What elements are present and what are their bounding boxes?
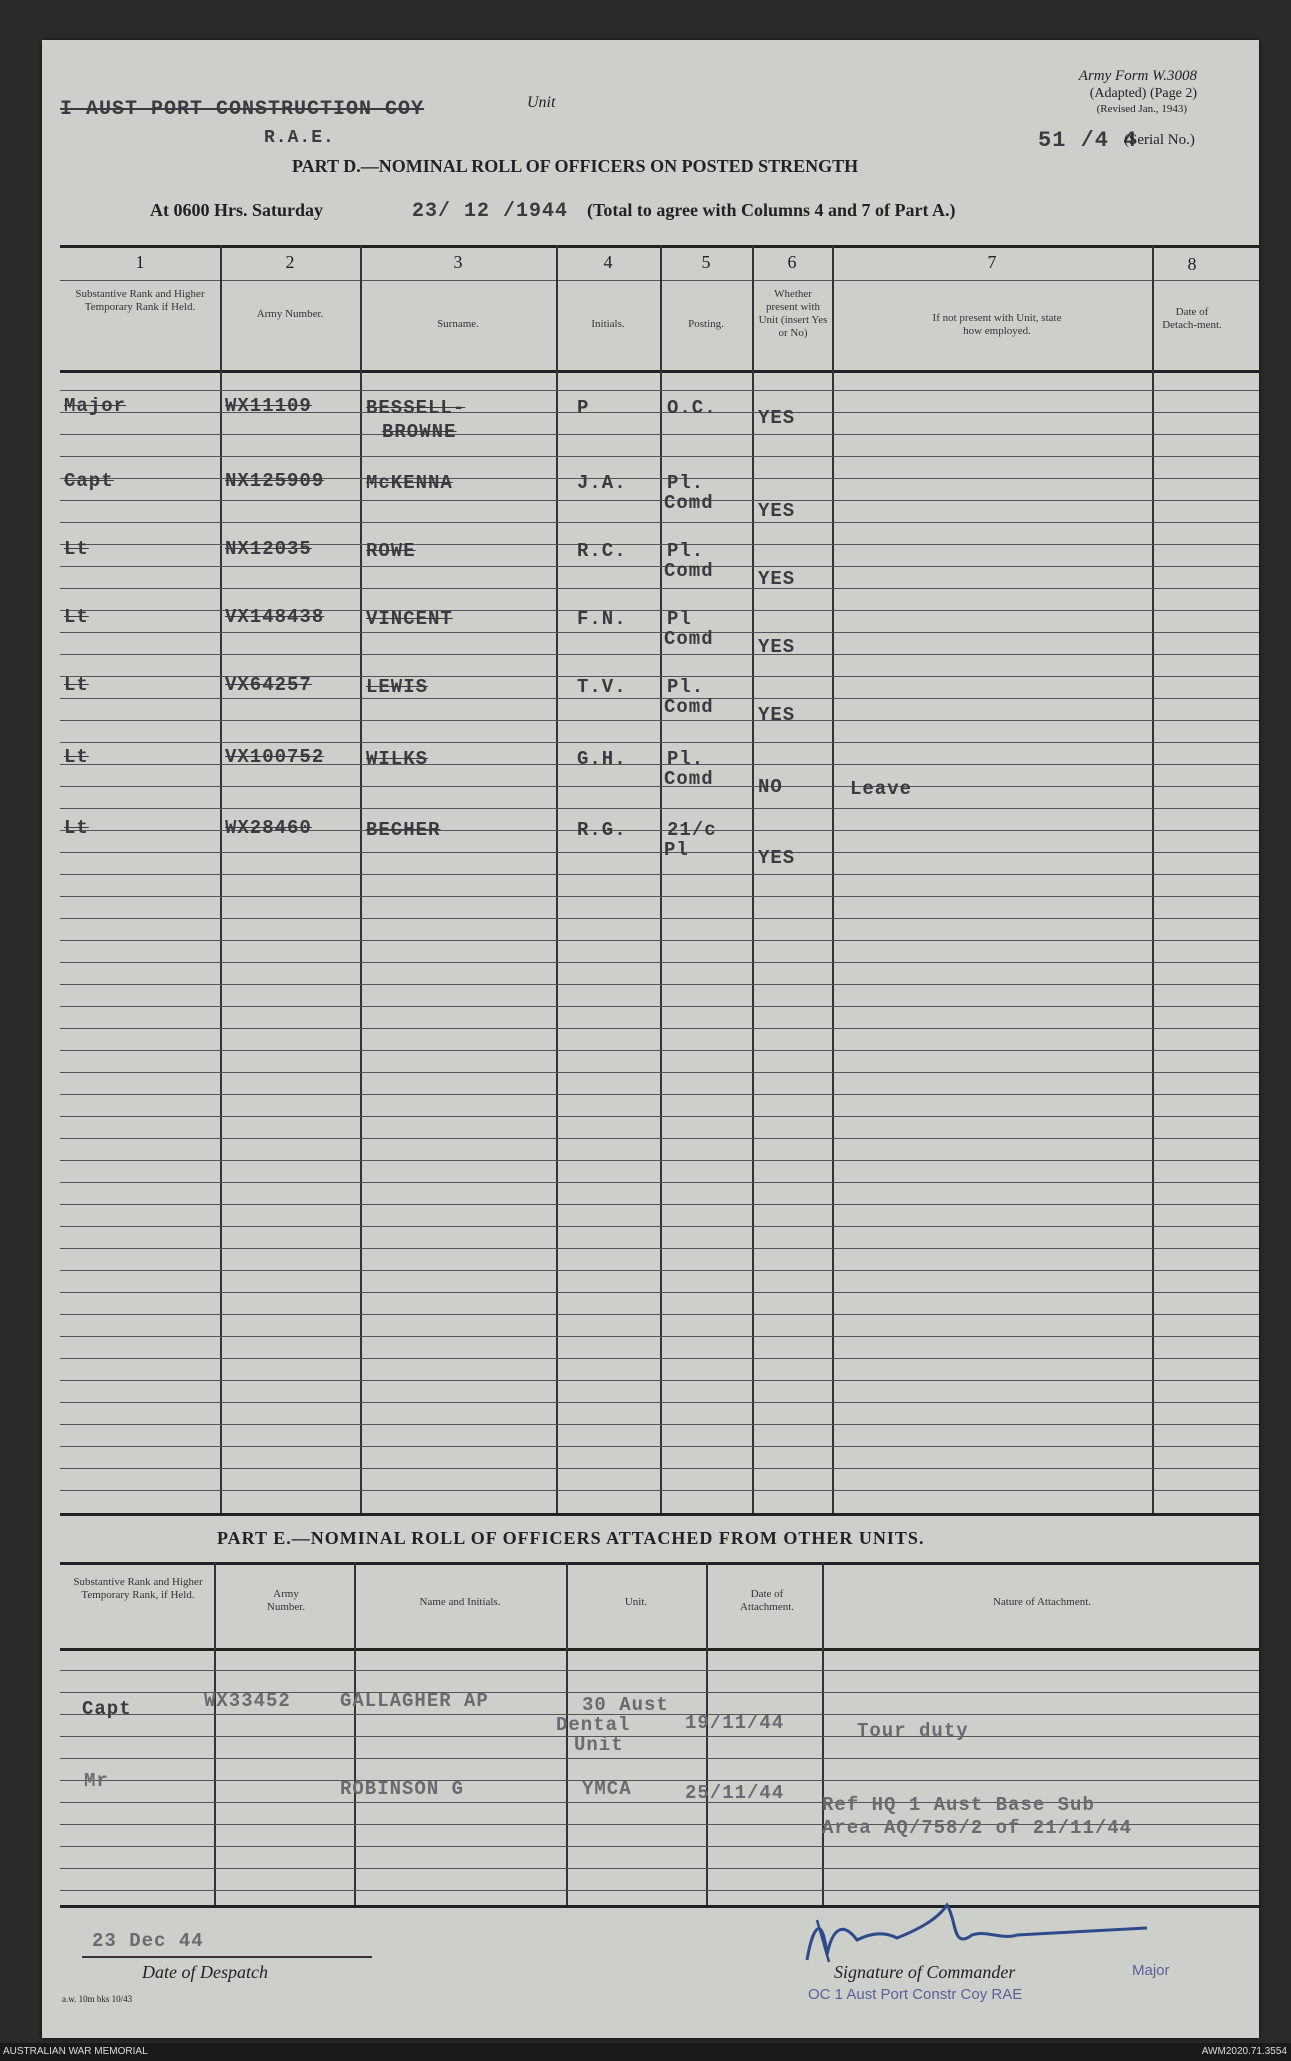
row-initials: R.C. bbox=[577, 540, 627, 562]
ruled-line bbox=[60, 1226, 1259, 1227]
row-posting-2: Comd bbox=[664, 768, 714, 790]
e-header-nature: Nature of Attachment. bbox=[992, 1596, 1092, 1608]
ruled-line bbox=[60, 1446, 1259, 1447]
row-present: YES bbox=[758, 568, 796, 590]
despatch-date: 23 Dec 44 bbox=[92, 1930, 204, 1952]
row-surname: BESSELL- bbox=[366, 397, 466, 419]
ruled-line bbox=[60, 808, 1259, 809]
divider bbox=[214, 1562, 216, 1907]
part-e-top-rule bbox=[60, 1562, 1259, 1565]
stamp-rank: Major bbox=[1132, 1962, 1170, 1979]
row-posting-2: Pl bbox=[664, 839, 689, 861]
e-row-1-unit-2: Dental bbox=[556, 1714, 631, 1736]
row-present: NO bbox=[758, 776, 783, 798]
e-row-1-unit-1: 30 Aust bbox=[582, 1694, 669, 1716]
e-row-1-number: WX33452 bbox=[204, 1690, 291, 1712]
ruled-line bbox=[60, 720, 1259, 721]
divider bbox=[1152, 245, 1154, 1515]
ruled-line bbox=[60, 500, 1259, 501]
col-number-7: 7 bbox=[987, 252, 997, 272]
ruled-line bbox=[60, 434, 1259, 435]
ruled-line bbox=[60, 522, 1259, 523]
archive-right: AWM2020.71.3554 bbox=[1201, 2046, 1287, 2057]
commander-signature bbox=[787, 1890, 1167, 1970]
ruled-line bbox=[60, 1358, 1259, 1359]
row-army-number: WX11109 bbox=[225, 395, 312, 417]
row-rank: Major bbox=[64, 395, 127, 417]
row-army-number: VX100752 bbox=[225, 746, 325, 768]
ruled-line bbox=[60, 390, 1259, 391]
row-posting: Pl. bbox=[667, 472, 705, 494]
row-rank: Capt bbox=[64, 470, 114, 492]
e-row-1-rank: Capt bbox=[82, 1698, 132, 1720]
row-posting: O.C. bbox=[667, 397, 717, 419]
row-army-number: WX28460 bbox=[225, 817, 312, 839]
row-rank: Lt bbox=[64, 746, 89, 768]
ruled-line bbox=[60, 984, 1259, 985]
total-text: (Total to agree with Columns 4 and 7 of Part A.) bbox=[587, 200, 956, 220]
col-header-present: Whether present with Unit (insert Yes or No) bbox=[758, 288, 828, 339]
e-row-1-name: GALLAGHER AP bbox=[340, 1690, 489, 1712]
ruled-line bbox=[60, 1204, 1259, 1205]
row-posting: Pl. bbox=[667, 748, 705, 770]
row-rank: Lt bbox=[64, 674, 89, 696]
ruled-line bbox=[60, 896, 1259, 897]
col-number-5: 5 bbox=[701, 252, 711, 272]
col-number-8: 8 bbox=[1187, 254, 1197, 274]
divider bbox=[220, 245, 222, 1515]
row-posting-2: Comd bbox=[664, 696, 714, 718]
ruled-line bbox=[60, 588, 1259, 589]
divider bbox=[832, 245, 834, 1515]
row-initials: T.V. bbox=[577, 676, 627, 698]
col-number-2: 2 bbox=[285, 252, 295, 272]
part-d-bottom-rule bbox=[60, 1513, 1259, 1516]
serial-label: (Serial No.) bbox=[1124, 132, 1195, 148]
e-row-2-rank: Mr bbox=[84, 1770, 109, 1792]
col-header-posting: Posting. bbox=[688, 318, 724, 330]
ruled-line bbox=[60, 1006, 1259, 1007]
ruled-line bbox=[60, 1780, 1259, 1781]
ruled-line bbox=[60, 918, 1259, 919]
ruled-line bbox=[60, 1424, 1259, 1425]
ruled-line bbox=[60, 1670, 1259, 1671]
divider bbox=[556, 245, 558, 1515]
row-rank: Lt bbox=[64, 606, 89, 628]
row-army-number: VX148438 bbox=[225, 606, 325, 628]
ruled-line bbox=[60, 632, 1259, 633]
unit-label: Unit bbox=[527, 94, 556, 111]
date-typed: 23/ 12 /1944 bbox=[412, 200, 569, 223]
divider bbox=[360, 245, 362, 1515]
row-army-number: NX125909 bbox=[225, 470, 325, 492]
despatch-label: Date of Despatch bbox=[142, 1962, 268, 1982]
col-header-employed: If not present with Unit, state how employed. bbox=[932, 312, 1062, 337]
row-surname: BECHER bbox=[366, 819, 441, 841]
row-present: YES bbox=[758, 704, 796, 726]
ruled-line bbox=[60, 1758, 1259, 1759]
divider bbox=[354, 1562, 356, 1907]
ruled-line bbox=[60, 1402, 1259, 1403]
row-posting: Pl bbox=[667, 608, 692, 630]
form-number: Army Form W.3008 bbox=[1078, 68, 1197, 84]
archive-left: AUSTRALIAN WAR MEMORIAL bbox=[3, 2046, 148, 2057]
ruled-line bbox=[60, 1270, 1259, 1271]
ruled-line bbox=[60, 874, 1259, 875]
e-row-2-nature-1: Ref HQ 1 Aust Base Sub bbox=[822, 1794, 1095, 1816]
ruled-line bbox=[60, 1160, 1259, 1161]
unit-sub: R.A.E. bbox=[264, 128, 335, 148]
row-rank: Lt bbox=[64, 538, 89, 560]
e-row-2-date: 25/11/44 bbox=[685, 1782, 785, 1804]
row-posting: Pl. bbox=[667, 540, 705, 562]
divider bbox=[752, 245, 754, 1515]
row-present: YES bbox=[758, 407, 796, 429]
ruled-line bbox=[60, 1050, 1259, 1051]
row-rank: Lt bbox=[64, 817, 89, 839]
e-row-1-nature: Tour duty bbox=[857, 1720, 969, 1742]
ruled-line bbox=[60, 1072, 1259, 1073]
row-initials: J.A. bbox=[577, 472, 627, 494]
ruled-line bbox=[60, 1380, 1259, 1381]
col-number-3: 3 bbox=[453, 252, 463, 272]
stamp-unit: OC 1 Aust Port Constr Coy RAE bbox=[808, 1986, 1023, 2003]
ruled-line bbox=[60, 566, 1259, 567]
col-header-army-number: Army Number. bbox=[256, 308, 324, 320]
ruled-line bbox=[60, 698, 1259, 699]
signature-label: Signature of Commander bbox=[834, 1962, 1016, 1982]
ruled-line bbox=[60, 852, 1259, 853]
row-surname: McKENNA bbox=[366, 472, 453, 494]
ruled-line bbox=[60, 1094, 1259, 1095]
col-header-surname: Surname. bbox=[437, 318, 479, 330]
ruled-line bbox=[60, 1490, 1259, 1491]
ruled-line bbox=[60, 1868, 1259, 1869]
ruled-line bbox=[60, 962, 1259, 963]
ruled-line bbox=[60, 1292, 1259, 1293]
e-row-1-date: 19/11/44 bbox=[685, 1712, 785, 1734]
row-posting-2: Comd bbox=[664, 560, 714, 582]
divider bbox=[706, 1562, 708, 1907]
part-e-title: PART E.—NOMINAL ROLL OF OFFICERS ATTACHED FROM OTHER UNITS. bbox=[217, 1528, 925, 1548]
col-number-1: 1 bbox=[135, 252, 145, 272]
e-header-rank: Substantive Rank and Higher Temporary Rank, if Held. bbox=[73, 1576, 203, 1601]
col-header-rank: Substantive Rank and Higher Temporary Rank if Held. bbox=[75, 288, 205, 313]
ruled-line bbox=[60, 940, 1259, 941]
row-surname: ROWE bbox=[366, 540, 416, 562]
row-present: YES bbox=[758, 500, 796, 522]
part-e-header-rule bbox=[60, 1648, 1259, 1651]
unit-typed: I AUST PORT CONSTRUCTION COY bbox=[60, 98, 425, 121]
e-row-2-name: ROBINSON G bbox=[340, 1778, 465, 1800]
col-header-detachment: Date of Detach-ment. bbox=[1162, 306, 1222, 331]
form-revised: (Revised Jan., 1943) bbox=[1096, 103, 1187, 115]
e-header-name: Name and Initials. bbox=[419, 1596, 501, 1608]
ruled-line bbox=[60, 654, 1259, 655]
ruled-line bbox=[60, 1248, 1259, 1249]
divider bbox=[660, 245, 662, 1515]
row-surname-2: BROWNE bbox=[382, 421, 457, 443]
ruled-line bbox=[60, 1468, 1259, 1469]
row-army-number: VX64257 bbox=[225, 674, 312, 696]
row-initials: R.G. bbox=[577, 819, 627, 841]
form-adapted: (Adapted) (Page 2) bbox=[1089, 86, 1197, 101]
row-posting-2: Comd bbox=[664, 628, 714, 650]
row-posting: 21/c bbox=[667, 819, 717, 841]
row-posting-2: Comd bbox=[664, 492, 714, 514]
col-number-4: 4 bbox=[603, 252, 613, 272]
ruled-line bbox=[60, 1314, 1259, 1315]
ruled-line bbox=[60, 786, 1259, 787]
row-surname: LEWIS bbox=[366, 676, 429, 698]
row-surname: VINCENT bbox=[366, 608, 453, 630]
at-text: At 0600 Hrs. Saturday bbox=[150, 200, 324, 220]
e-header-army-number: Army Number. bbox=[266, 1588, 306, 1613]
serial-number: 51 /4 4 bbox=[1038, 128, 1138, 153]
form-sheet bbox=[42, 40, 1259, 2038]
archive-footer bbox=[0, 2043, 1291, 2061]
row-surname: WILKS bbox=[366, 748, 429, 770]
despatch-line bbox=[82, 1956, 372, 1958]
row-initials: G.H. bbox=[577, 748, 627, 770]
e-header-unit: Unit. bbox=[624, 1596, 648, 1608]
e-row-1-unit-3: Unit bbox=[574, 1734, 624, 1756]
row-present: YES bbox=[758, 847, 796, 869]
ruled-line bbox=[60, 1028, 1259, 1029]
printer-note: a.w. 10m bks 10/43 bbox=[62, 1994, 133, 2004]
e-row-2-unit: YMCA bbox=[582, 1778, 632, 1800]
ruled-line bbox=[60, 1182, 1259, 1183]
row-initials: P bbox=[577, 397, 590, 419]
part-d-title: PART D.—NOMINAL ROLL OF OFFICERS ON POSTED STRENGTH bbox=[292, 156, 859, 176]
ruled-line bbox=[60, 1138, 1259, 1139]
divider bbox=[822, 1562, 824, 1907]
row-army-number: NX12035 bbox=[225, 538, 312, 560]
col-header-initials: Initials. bbox=[591, 318, 625, 330]
e-row-2-nature-2: Area AQ/758/2 of 21/11/44 bbox=[822, 1817, 1133, 1839]
ruled-line bbox=[60, 1336, 1259, 1337]
ruled-line bbox=[60, 742, 1259, 743]
ruled-line bbox=[60, 1846, 1259, 1847]
row-present: YES bbox=[758, 636, 796, 658]
ruled-line bbox=[60, 1116, 1259, 1117]
row-initials: F.N. bbox=[577, 608, 627, 630]
row-employed: Leave bbox=[850, 778, 913, 800]
ruled-line bbox=[60, 456, 1259, 457]
e-header-date: Date of Attachment. bbox=[739, 1588, 795, 1613]
ruled-line bbox=[60, 1736, 1259, 1737]
col-number-6: 6 bbox=[787, 252, 797, 272]
row-posting: Pl. bbox=[667, 676, 705, 698]
